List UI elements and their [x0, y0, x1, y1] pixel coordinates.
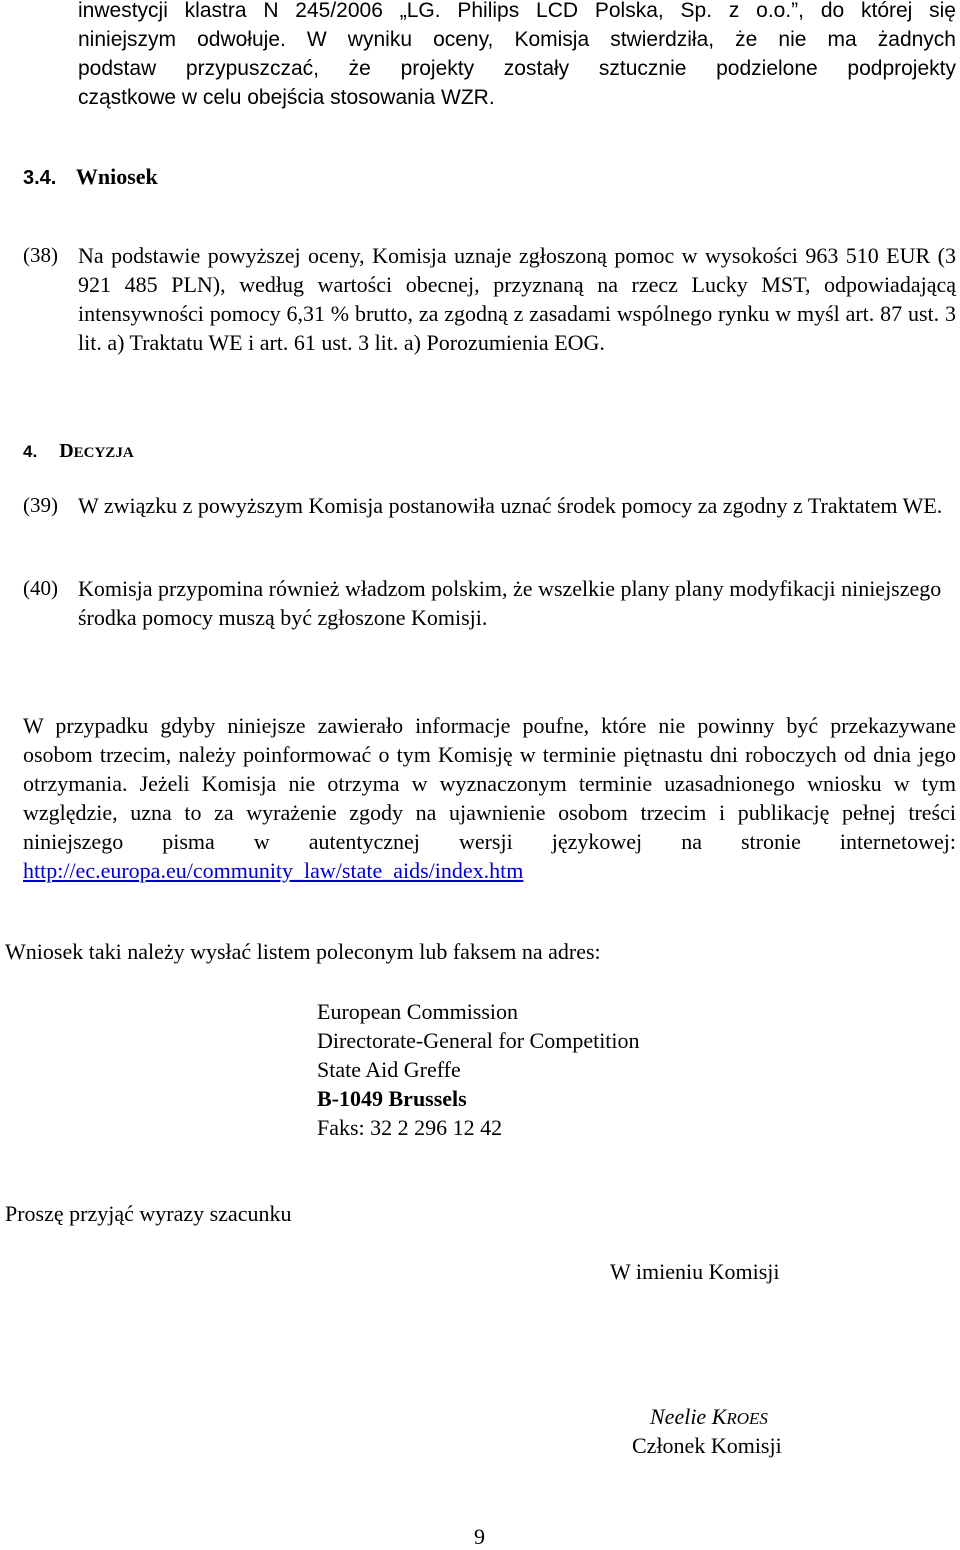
- paragraph-40-text: Komisja przypomina również władzom polskim, że wszelkie plany plany modyfikacji niniejszego środka pomocy muszą być zgłoszone Komisji.: [78, 576, 942, 630]
- section-4-title: DECYZJA: [59, 440, 134, 462]
- address-block: [317, 997, 640, 1142]
- paragraph-38-text: Na podstawie powyższej oceny, Komisja uznaje zgłoszoną pomoc w wysokości 963 510 EUR (3 921 485 PLN), według wartości obecnej, przyznaną na rzecz Lucky MST, odpowiadającą intensywności pomocy 6,31 % brutto, za zgodną z zasadami wspólnego rynku w myśl art. 87 ust. 3 lit. a) Traktatu WE i art. 61 ust. 3 lit. a) Porozumienia EOG.: [78, 243, 956, 355]
- signatory-role: Członek Komisji: [632, 1433, 782, 1458]
- section-4-heading: [23, 440, 134, 463]
- address-line: State Aid Greffe: [317, 1057, 461, 1082]
- signatory-name: Neelie KROES: [650, 1404, 768, 1429]
- paragraph-38-number: (38): [23, 243, 58, 267]
- confidentiality-paragraph: [23, 711, 956, 885]
- closing-line: Proszę przyjąć wyrazy szacunku: [5, 1201, 292, 1226]
- address-city: B-1049 Brussels: [317, 1086, 467, 1111]
- top-paragraph: [78, 0, 956, 112]
- paragraph-39-text: W związku z powyższym Komisja postanowiła uznać środek pomocy za zgodny z Traktatem WE.: [78, 493, 943, 518]
- top-paragraph-line: podstaw przypuszczać, że projekty zostały sztucznie podzielone podprojekty: [78, 57, 956, 80]
- section-4-number: 4.: [23, 442, 38, 461]
- confidentiality-text: W przypadku gdyby niniejsze zawierało informacje poufne, które nie powinny być przekazywane osobom trzecim, należy poinformować o tym Komisję w terminie piętnastu dni roboczych od dnia jego otrzymania. Jeżeli Komisja nie otrzyma w wyznaczonym terminie uzasadnionego wniosku w tym względzie, uzna to za wyrażenie zgody na ujawnienie osobom trzecim i publikację pełnej treści niniejszego pisma w autentycznej wersji językowej na stronie internetowej:: [23, 713, 956, 854]
- top-paragraph-line: inwestycji klastra N 245/2006 „LG. Philips LCD Polska, Sp. z o.o.”, do której się: [78, 0, 956, 22]
- address-line: Directorate-General for Competition: [317, 1028, 640, 1053]
- top-paragraph-line: niniejszym odwołuje. W wyniku oceny, Komisja stwierdziła, że nie ma żadnych: [78, 28, 956, 51]
- state-aid-website-link[interactable]: http://ec.europa.eu/community_law/state_aids/index.htm: [23, 858, 524, 883]
- address-fax: Faks: 32 2 296 12 42: [317, 1115, 503, 1140]
- paragraph-39-number: (39): [23, 493, 58, 517]
- address-line: European Commission: [317, 999, 519, 1024]
- on-behalf-line: W imieniu Komisji: [610, 1259, 780, 1284]
- paragraph-40-number: (40): [23, 576, 58, 600]
- section-3-4-number: 3.4.: [23, 167, 57, 189]
- page-number: 9: [474, 1524, 485, 1549]
- section-3-4-title: Wniosek: [75, 164, 158, 189]
- section-3-4-heading: [23, 164, 158, 190]
- send-instruction: Wniosek taki należy wysłać listem poleconym lub faksem na adres:: [5, 939, 601, 964]
- top-paragraph-line: cząstkowe w celu obejścia stosowania WZR.: [78, 86, 495, 109]
